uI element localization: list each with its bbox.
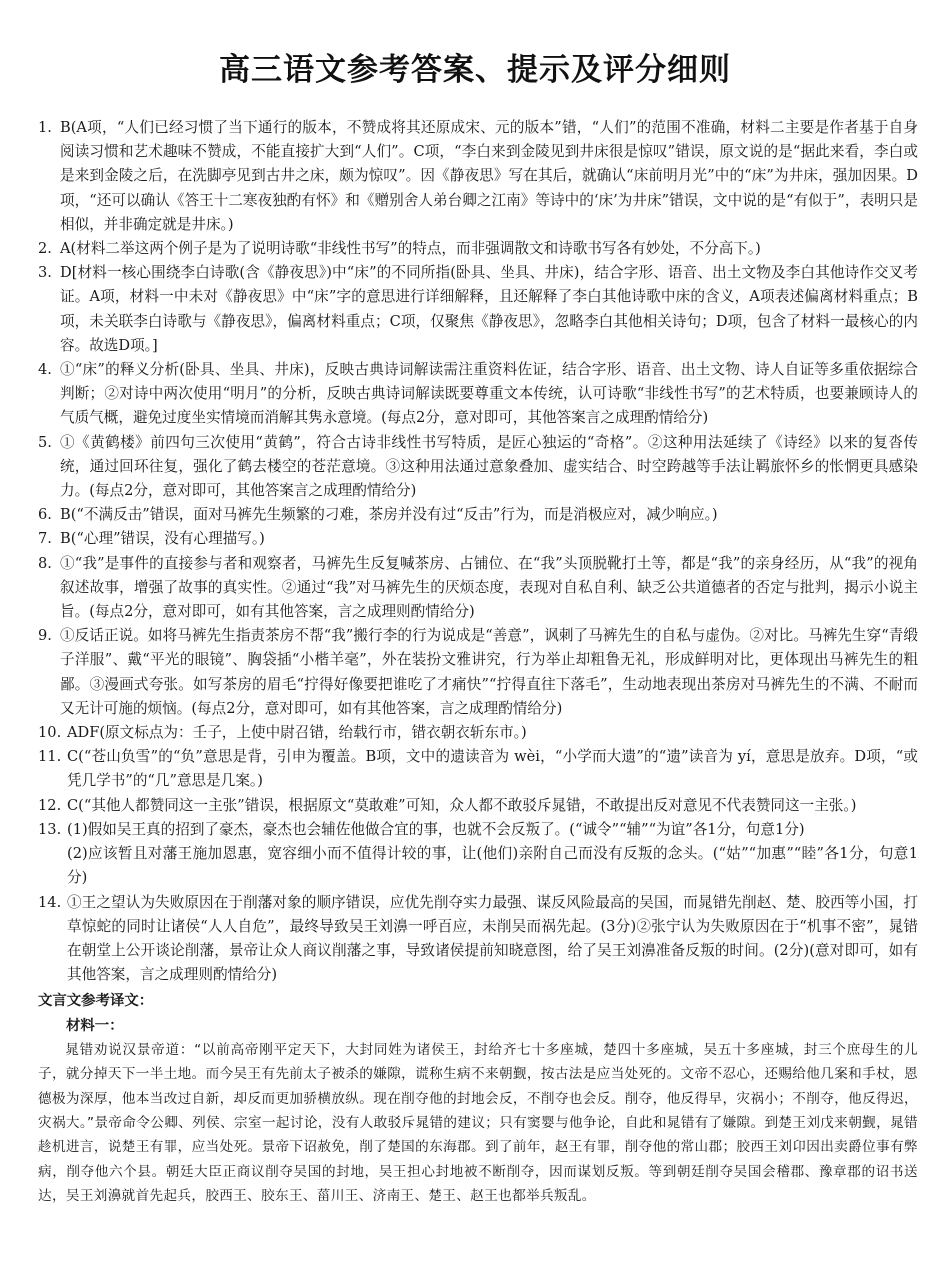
answer-item-2 xyxy=(38,237,918,261)
answer-text: C(“苍山负雪”的“负”意思是背，引申为覆盖。B项，文中的遗读音为 wèi，“小学而大遗”的“遗”读音为 yí，意思是放弃。D项，“或凭几学书”的“几”意思是几案。) xyxy=(67,748,918,790)
answer-number: 8. xyxy=(38,554,52,572)
translation-heading: 文言文参考译文： xyxy=(38,993,154,1010)
answer-text: ①“床”的释义分析(卧具、坐具、井床)，反映古典诗词解读需注重资料佐证，结合字形、语音、出土文物、诗人自证等多重依据综合判断；②对诗中两次使用“明月”的分析，反映古典诗词解读既要尊重文本传统，认可诗歌“非线性书写”的艺术特质，也要兼顾诗人的气质气概，避免过度坐实情境而消解其隽永意境。(每点2分，意对即可，其他答案言之成理酌情给分) xyxy=(60,361,918,427)
answer-number: 5. xyxy=(38,433,52,451)
answer-item-13 xyxy=(38,818,918,891)
answer-number: 12. xyxy=(38,796,62,814)
answer-number: 1. xyxy=(38,119,52,136)
answer-text: ADF(原文标点为：壬子，上使中尉召错，绐载行市，错衣朝衣斩东市。) xyxy=(67,724,527,742)
answer-text: A(材料二举这两个例子是为了说明诗歌“非线性书写”的特点，而非强调散文和诗歌书写各有妙处，不分高下。) xyxy=(60,240,761,258)
answer-content xyxy=(38,116,918,1209)
answer-number: 11. xyxy=(38,748,62,766)
answer-number: 2. xyxy=(38,240,52,258)
answer-item-1 xyxy=(38,116,918,237)
answer-item-6 xyxy=(38,503,918,527)
page-title: 高三语文参考答案、提示及评分细则 xyxy=(219,52,731,88)
answer-text: ①王之望认为失败原因在于削藩对象的顺序错误，应优先削夺实力最强、谋反风险最高的吴国，而晁错先削赵、楚、胶西等小国，打草惊蛇的同时让诸侯“人人自危”，最终导致吴王刘濞一呼百应，未削吴而祸先起。(3分)②张宁认为失败原因在于“机事不密”，晁错在朝堂上公开谈论削藩，景帝让众人商议削藩之事，导致诸侯提前知晓意图，给了吴王刘濞准备反叛的时间。(2分)(意对即可，如有其他答案，言之成理则酌情给分) xyxy=(67,893,918,984)
translation-paragraph: 晁错劝说汉景帝道：“以前高帝刚平定天下，大封同姓为诸侯王，封给齐七十多座城，楚四十多座城，吴五十多座城，封三个庶母生的儿子，就分掉天下一半土地。而今吴王有先前太子被杀的嫌隙，谎称生病不来朝觐，按古法是应当处死的。文帝不忍心，还赐给他几案和手杖，恩德极为深厚，他本当改过自新，却反而更加骄横放纵。现在削夺他的封地会反，不削夺也会反。削夺，他反得早，灾祸小；不削夺，他反得迟，灾祸大。”景帝命令公卿、列侯、宗室一起讨论，没有人敢驳斥晁错的建议；只有窦婴与他争论，自此和晁错有了嫌隙。到楚王刘戊来朝觐，晁错趁机进言，说楚王有罪，应当处死。景帝下诏赦免，削了楚国的东海郡。到了前年，赵王有罪，削夺他的常山郡；胶西王刘卬因出卖爵位事有弊病，削夺他六个县。朝廷大臣正商议削夺吴国的封地，吴王担心封地被不断削夺，因而谋划反叛。等到朝廷削夺吴国会稽郡、豫章郡的诏书送达，吴王刘濞就首先起兵，胶西王、胶东王、菑川王、济南王、楚王、赵王也都举兵叛乱。 xyxy=(38,1041,918,1205)
translation-subheading: 材料一： xyxy=(66,1017,124,1034)
answer-number: 4. xyxy=(38,361,52,379)
answer-item-12 xyxy=(38,794,918,818)
answer-text: B(“心理”错误，没有心理描写。) xyxy=(60,530,265,548)
answer-number: 3. xyxy=(38,264,52,282)
answer-number: 14. xyxy=(38,893,62,911)
answer-text: D[材料一核心围绕李白诗歌(含《静夜思》)中“床”的不同所指(卧具、坐具、井床)，结合字形、语音、出土文物及李白其他诗作交叉考证。A项，材料一中未对《静夜思》中“床”字的意思进行详细解释，且还解释了李白其他诗歌中床的含义，A项表述偏离材料重点；B项，未关联李白诗歌与《静夜思》，偏离材料重点；C项，仅聚焦《静夜思》，忽略李白其他相关诗句；D项，包含了材料一最核心的内容。故选D项。] xyxy=(60,264,918,354)
answer-item-14 xyxy=(38,891,918,988)
answer-number: 13. xyxy=(38,820,62,838)
answer-item-11 xyxy=(38,745,918,793)
answer-item-4 xyxy=(38,358,918,431)
answer-item-7 xyxy=(38,527,918,551)
answer-text: (1)假如吴王真的招到了豪杰，豪杰也会辅佐他做合宜的事，也就不会反叛了。(“诚令”“辅”“为谊”各1分，句意1分) xyxy=(67,820,805,838)
answer-number: 7. xyxy=(38,530,52,548)
answer-number: 6. xyxy=(38,506,52,524)
answer-text: ①《黄鹤楼》前四句三次使用“黄鹤”，符合古诗非线性书写特质，是匠心独运的“奇格”。②这种用法延续了《诗经》以来的复沓传统，通过回环往复，强化了鹤去楼空的苍茫意境。③这种用法通过意象叠加、虚实结合、时空跨越等手法让羁旅怀乡的怅惘更具感染力。(每点2分，意对即可，其他答案言之成理酌情给分) xyxy=(60,433,918,500)
answer-item-9 xyxy=(38,624,918,721)
answer-text: ①反话正说。如将马裤先生指责茶房不帮“我”搬行李的行为说成是“善意”，讽刺了马裤先生的自私与虚伪。②对比。马裤先生穿“青缎子洋服”、戴“平光的眼镜”、胸袋插“小楷羊毫”，外在装扮文雅讲究，行为举止却粗鲁无礼，形成鲜明对比，更体现出马裤先生的粗鄙。③漫画式夸张。如写茶房的眉毛“拧得好像要把谁吃了才痛快”“拧得直往下落毛”，生动地表现出茶房对马裤先生的不满、不耐而又无计可施的烦恼。(每点2分，意对即可，如有其他答案，言之成理酌情给分) xyxy=(60,627,918,717)
answer-text-part-2: (2)应该暂且对藩王施加恩惠，宽容细小而不值得计较的事，让(他们)亲附自己而没有反叛的念头。(“姑”“加惠”“睦”各1分，句意1分) xyxy=(67,845,918,887)
answer-item-5 xyxy=(38,431,918,504)
answer-text: B(A项，“人们已经习惯了当下通行的版本，不赞成将其还原成宋、元的版本”错，“人们”的范围不准确，材料二主要是作者基于自身阅读习惯和艺术趣味不赞成，不能直接扩大到“人们”。C项，“李白来到金陵见到井床很是惊叹”错误，原文说的是“据此来看，李白或是来到金陵之后，在洗脚亭见到古井之床，颇为惊叹”。因《静夜思》写在其后，就确认“床前明月光”中的“床”为井床，强加因果。D项，“还可以确认《答王十二寒夜独酌有怀》和《赠别舍人弟台卿之江南》等诗中的‘床’为井床”错误，文中说的是“有似于”，表明只是相似，并非确定就是井床。) xyxy=(60,119,918,233)
answer-item-3 xyxy=(38,261,918,358)
answer-item-8 xyxy=(38,552,918,625)
answer-number: 10. xyxy=(38,724,62,742)
answer-text: ①“我”是事件的直接参与者和观察者，马裤先生反复喊茶房、占铺位、在“我”头顶脱靴打土等，都是“我”的亲身经历，从“我”的视角叙述故事，增强了故事的真实性。②通过“我”对马裤先生的厌烦态度，表现对自私自利、缺乏公共道德者的否定与批判，揭示小说主旨。(每点2分，意对即可，如有其他答案，言之成理则酌情给分) xyxy=(60,554,918,621)
answer-item-10 xyxy=(38,721,918,745)
answer-number: 9. xyxy=(38,627,52,645)
answer-text: B(“不满反击”错误，面对马裤先生频繁的刁难，茶房并没有过“反击”行为，而是消极应对，减少响应。) xyxy=(60,506,718,524)
answer-text: C(“其他人都赞同这一主张”错误，根据原文“莫敢难”可知，众人都不敢驳斥晁错，不敢提出反对意见不代表赞同这一主张。) xyxy=(67,796,857,814)
